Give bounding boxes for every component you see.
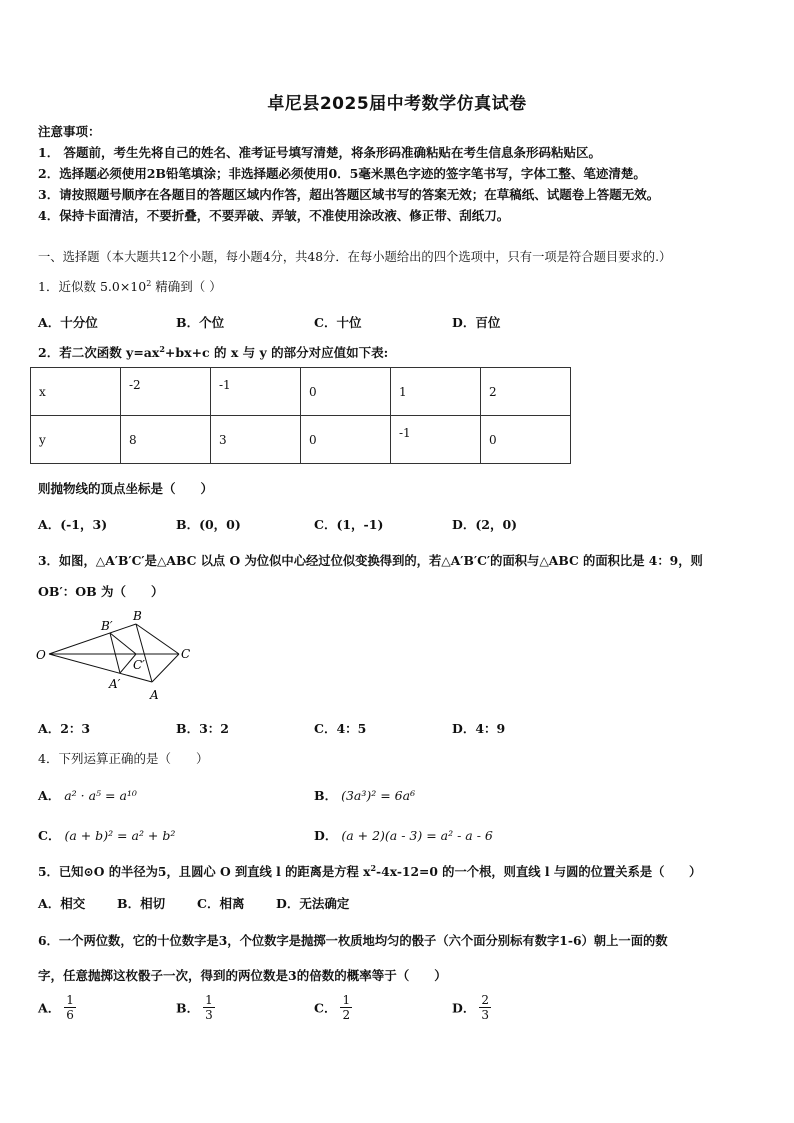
label-b: B [133, 609, 142, 623]
q6-option-d [452, 993, 491, 1022]
similarity-figure [34, 606, 204, 706]
fraction-numerator: 1 [66, 993, 74, 1007]
q5-option-d: D．无法确定 [276, 896, 350, 911]
fraction-numerator: 2 [481, 993, 489, 1007]
table-cell: 0 [301, 368, 391, 416]
q4-option-c-expr: (a + b)² = a² + b² [64, 828, 176, 843]
q4-option-a-label: A． [38, 788, 61, 803]
table-row [31, 368, 571, 416]
notice-item: 1． 答题前，考生先将自己的姓名、准考证号填写清楚，将条形码准确粘贴在考生信息条形码粘贴区。 [38, 145, 602, 160]
label-c-prime: C′ [133, 658, 145, 672]
q4-option-d-label: D． [314, 828, 338, 843]
table-cell: 2 [481, 368, 571, 416]
q3-option-a: A．2：3 [38, 721, 91, 736]
q6-option-b-label: B． [176, 1000, 200, 1016]
label-o: O [36, 648, 46, 662]
q1-option-d: D．百位 [452, 315, 501, 330]
q1-option-c: C．十位 [314, 315, 362, 330]
question-4-stem: 4．下列运算正确的是（ ） [38, 751, 209, 766]
q5-stem-a: 5．已知⊙O 的半径为5，且圆心 O 到直线 l 的距离是方程 x [38, 864, 371, 879]
fraction-denominator: 2 [342, 1008, 351, 1022]
label-a: A [150, 688, 159, 702]
q4-option-d [314, 826, 493, 844]
q2-stem-sup: 2 [159, 343, 165, 354]
fraction-denominator: 3 [481, 1008, 489, 1022]
q5-option-c: C．相离 [197, 896, 245, 911]
question-6-line1: 6．一个两位数，它的十位数字是3，个位数字是抛掷一枚质地均匀的骰子（六个面分别标有数字1-6）朝上一面的数 [38, 933, 668, 948]
q6-option-d-fraction [479, 993, 491, 1022]
q5-option-b: B．相切 [117, 896, 166, 911]
q2-option-a: A．(-1，3) [38, 517, 108, 532]
q5-stem-b: -4x-12=0 的一个根，则直线 l 与圆的位置关系是（ ） [376, 864, 702, 879]
q6-option-c [314, 993, 352, 1022]
q6-option-b [176, 993, 215, 1022]
q6-option-a [38, 993, 76, 1022]
q4-option-b [314, 786, 415, 804]
fraction-denominator: 3 [205, 1008, 213, 1022]
q2-option-c: C．(1，-1) [314, 517, 384, 532]
q1-suffix: 精确到（ ） [155, 279, 222, 294]
question-1-stem [38, 277, 222, 295]
q4-option-d-expr: (a + 2)(a - 3) = a² - a - 6 [341, 828, 493, 843]
question-2-stem [38, 343, 388, 361]
table-cell: 0 [301, 416, 391, 464]
q1-expr-exp: 2 [146, 278, 152, 288]
q6-option-d-label: D． [452, 1000, 476, 1016]
question-3-line1: 3．如图，△A′B′C′是△ABC 以点 O 为位似中心经过位似变换得到的，若△A′B′C′的面积与△ABC 的面积比是 4：9，则 [38, 553, 703, 568]
q3-option-b: B．3：2 [176, 721, 229, 736]
table-row [31, 416, 571, 464]
question-5-stem [38, 862, 701, 880]
q5-stem-sup: 2 [370, 862, 377, 873]
label-b-prime: B′ [101, 619, 113, 633]
table-cell: 3 [211, 416, 301, 464]
q2-option-d: D．(2，0) [452, 517, 518, 532]
q3-option-c: C．4：5 [314, 721, 367, 736]
q2-option-b: B．(0，0) [176, 517, 241, 532]
label-c: C [181, 647, 191, 661]
q6-option-a-fraction [64, 993, 76, 1022]
q2-stem-b: +bx+c 的 x 与 y 的部分对应值如下表: [164, 345, 389, 360]
q2-question: 则抛物线的顶点坐标是（ ） [38, 481, 214, 496]
table-cell: y [31, 416, 121, 464]
page-title: 卓尼县2025届中考数学仿真试卷 [267, 94, 527, 114]
table-cell: 1 [391, 368, 481, 416]
fraction-numerator: 1 [342, 993, 351, 1007]
table-cell: -2 [121, 368, 211, 416]
question-3-line2: OB′：OB 为（ ） [38, 584, 164, 599]
table-cell: 0 [481, 416, 571, 464]
table-cell: x [31, 368, 121, 416]
value-table [30, 367, 571, 464]
table-cell: 8 [121, 416, 211, 464]
question-6-line2: 字，任意抛掷这枚骰子一次，得到的两位数是3的倍数的概率等于（ ） [38, 968, 447, 983]
q1-option-a: A．十分位 [38, 315, 98, 330]
q1-option-b: B．个位 [176, 315, 225, 330]
notice-item: 3．请按照题号顺序在各题目的答题区域内作答，超出答题区域书写的答案无效；在草稿纸、试题卷上答题无效。 [38, 187, 660, 202]
q4-option-b-label: B． [314, 788, 338, 803]
q3-option-d: D．4：9 [452, 721, 506, 736]
q2-stem-a: 2．若二次函数 y=ax [38, 345, 160, 360]
q6-option-a-label: A． [38, 1000, 61, 1016]
table-cell: -1 [211, 368, 301, 416]
q6-option-b-fraction [203, 993, 215, 1022]
table-cell: -1 [391, 416, 481, 464]
q4-option-a [38, 786, 137, 804]
notice-heading: 注意事项： [38, 124, 101, 139]
q1-expr-base: 5.0×10 [99, 279, 147, 294]
q5-option-a: A．相交 [38, 896, 86, 911]
fraction-denominator: 6 [66, 1008, 74, 1022]
notice-item: 2．选择题必须使用2B铅笔填涂；非选择题必须使用0．5毫米黑色字迹的签字笔书写，字体工整、笔迹清楚。 [38, 166, 646, 181]
section-heading: 一、选择题（本大题共12个小题，每小题4分，共48分．在每小题给出的四个选项中，只有一项是符合题目要求的.） [38, 250, 672, 264]
q1-prefix: 1．近似数 [38, 279, 96, 294]
q1-expression [100, 279, 151, 294]
q4-option-b-expr: (3a³)² = 6a⁶ [341, 788, 416, 803]
q4-option-c-label: C． [38, 828, 61, 843]
q4-option-c [38, 826, 175, 844]
q4-option-a-expr: a² · a⁵ = a¹⁰ [64, 788, 137, 803]
fraction-numerator: 1 [205, 993, 213, 1007]
q6-option-c-fraction [340, 993, 352, 1022]
notice-item: 4．保持卡面清洁，不要折叠，不要弄破、弄皱，不准使用涂改液、修正带、刮纸刀。 [38, 208, 510, 223]
label-a-prime: A′ [109, 677, 121, 691]
q6-option-c-label: C． [314, 1000, 337, 1016]
